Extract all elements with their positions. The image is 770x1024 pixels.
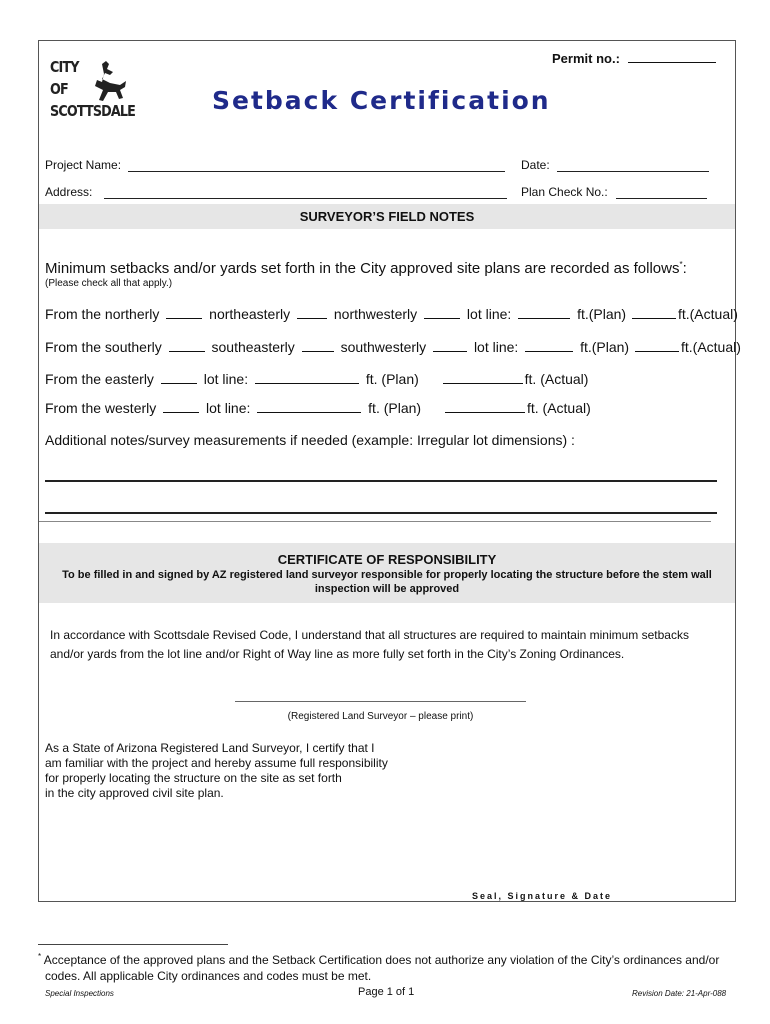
certificate-subheading-1: To be filled in and signed by AZ registered land surveyor responsible for properly locating the structure before the stem wall [62,569,712,581]
west-plan-input[interactable] [257,400,361,413]
section-divider [39,521,711,522]
southeasterly-label: southeasterly [211,339,295,355]
date-field[interactable] [557,171,709,172]
south-lot-line-label: lot line: [473,339,519,355]
east-actual-label: ft. (Actual) [524,371,589,387]
south-plan-label: ft.(Plan) [580,339,630,355]
southerly-input[interactable] [169,339,205,352]
northerly-input[interactable] [166,306,202,319]
north-lot-line-label: lot line: [466,306,512,322]
footnote-marker: * [38,952,42,961]
page-title: Setback Certification [212,86,551,115]
surveyor-caption: (Registered Land Surveyor – please print) [287,711,474,722]
west-actual-input[interactable] [445,400,525,413]
certificate-subheading-2: inspection will be approved [314,583,460,595]
north-plan-input[interactable] [518,306,570,319]
northerly-label: From the northerly [45,306,160,322]
northwesterly-label: northwesterly [333,306,418,322]
certify-line-2: am familiar with the project and hereby assume full responsibility [45,756,388,770]
plan-check-label: Plan Check No.: [521,185,608,199]
south-actual-input[interactable] [635,339,679,352]
page-number: Page 1 of 1 [358,986,415,998]
permit-field [552,50,716,66]
footnote-line-2: codes. All applicable City ordinances and codes must be met. [45,969,372,983]
east-lot-line-label: lot line: [203,371,249,387]
address-field[interactable] [104,198,507,199]
east-actual-input[interactable] [443,371,523,384]
bronco-rider-icon [84,60,130,108]
project-name-label: Project Name: [45,158,122,172]
northwesterly-input[interactable] [424,306,460,319]
certify-line-4: in the city approved civil site plan. [45,786,224,800]
field-notes-heading: SURVEYOR’S FIELD NOTES [299,209,475,224]
seal-signature-date-label: Seal, Signature & Date [472,891,613,901]
certificate-paragraph-2: and/or yards from the lot line and/or Right of Way line as more fully set forth in the City’s Zoning Ordinances. [50,647,625,661]
west-plan-label: ft. (Plan) [368,400,422,416]
east-plan-input[interactable] [255,371,359,384]
north-actual-label: ft.(Actual) [677,306,738,322]
logo-text-scottsdale: SCOTTSDALE [50,102,136,120]
northeasterly-label: northeasterly [209,306,291,322]
project-name-field[interactable] [128,171,505,172]
plan-check-field[interactable] [616,198,707,199]
northeasterly-input[interactable] [297,306,327,319]
footnote-line-1 [38,952,719,967]
logo-text-city: CITY [50,58,79,76]
southwesterly-input[interactable] [433,339,467,352]
intro-colon: : [682,260,687,277]
surveyor-name-field[interactable] [235,701,526,702]
permit-label: Permit no.: [552,51,620,66]
south-plan-input[interactable] [525,339,573,352]
additional-notes-line-1[interactable] [45,480,717,482]
city-logo [50,58,136,132]
footnote-text-1: Acceptance of the approved plans and the Setback Certification does not authorize any violation of the City’s ordinances and/or [43,953,720,967]
logo-text-of: OF [50,80,68,98]
west-lot-line-label: lot line: [206,400,251,416]
address-label: Address: [45,185,93,199]
check-note: (Please check all that apply.) [45,278,173,289]
north-plan-label: ft.(Plan) [577,306,627,322]
westerly-row [45,400,591,416]
westerly-label: From the westerly [45,400,157,416]
certify-line-3: for properly locating the structure on the site as set forth [45,771,342,785]
southerly-label: From the southerly [45,339,162,355]
footer-left: Special Inspections [45,989,114,998]
additional-notes-label: Additional notes/survey measurements if needed (example: Irregular lot dimensions) : [45,432,575,448]
permit-input-line[interactable] [628,50,716,63]
south-actual-label: ft.(Actual) [680,339,741,355]
easterly-input[interactable] [161,371,197,384]
additional-notes-line-2[interactable] [45,512,717,514]
southwesterly-label: southwesterly [340,339,427,355]
north-actual-input[interactable] [632,306,676,319]
intro-footnote-marker: * [679,260,683,269]
certify-line-1: As a State of Arizona Registered Land Surveyor, I certify that I [45,741,375,755]
certificate-paragraph-1: In accordance with Scottsdale Revised Code, I understand that all structures are required to maintain minimum setbacks [50,628,689,642]
field-notes-intro [45,260,687,277]
northerly-row [45,306,738,322]
certificate-heading: CERTIFICATE OF RESPONSIBILITY [277,552,497,567]
east-plan-label: ft. (Plan) [365,371,419,387]
easterly-label: From the easterly [45,371,154,387]
southerly-row [45,339,741,355]
westerly-input[interactable] [163,400,199,413]
revision-date: Revision Date: 21-Apr-088 [632,989,727,998]
easterly-row [45,371,588,387]
footnote-divider [38,944,228,945]
southeasterly-input[interactable] [302,339,334,352]
date-label: Date: [521,158,550,172]
west-actual-label: ft. (Actual) [526,400,591,416]
field-notes-intro-text: Minimum setbacks and/or yards set forth in the City approved site plans are recorded as follows [45,260,680,277]
